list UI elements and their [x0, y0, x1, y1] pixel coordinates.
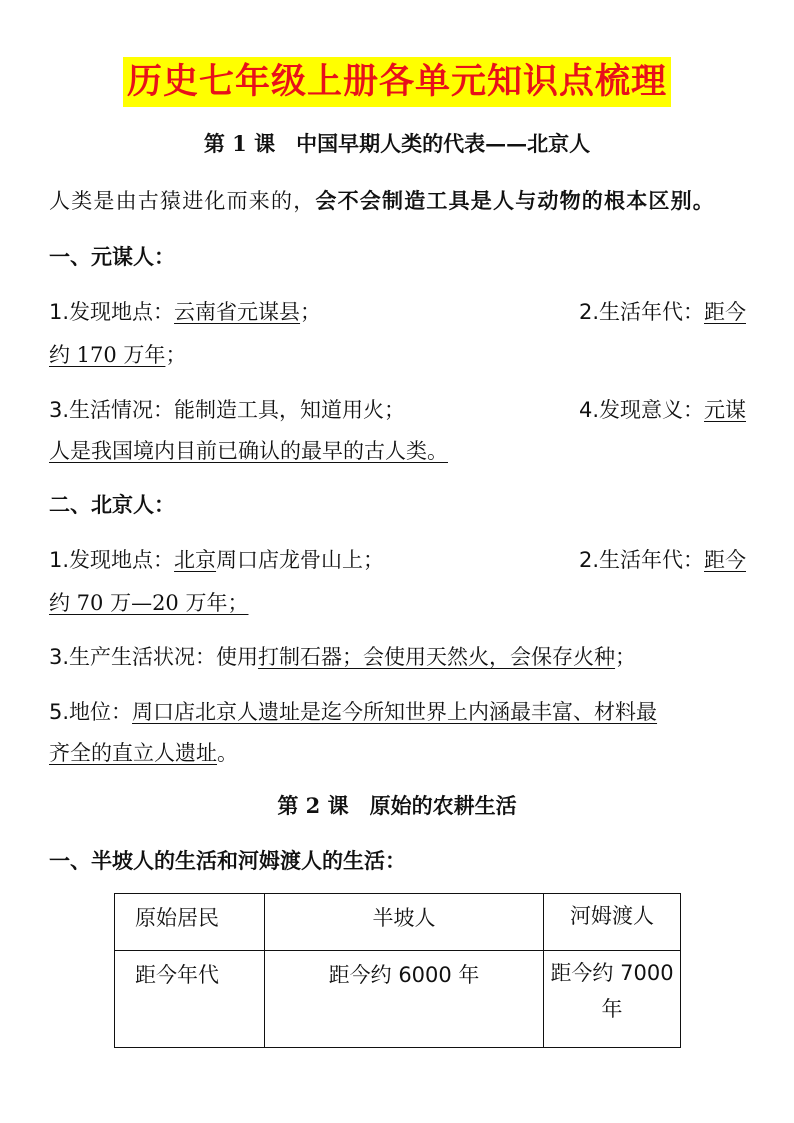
lesson-2-heading: 第 2 课 原始的农耕生活 [277, 793, 517, 818]
table-header-cell: 半坡人 [265, 894, 544, 951]
beijing-era-continued [49, 588, 248, 618]
section-banpo-hemudu-heading: 一、半坡人的生活和河姆渡人的生活： [49, 849, 406, 873]
beijing-status-value-b: 齐全的直立人遗址 [49, 741, 217, 765]
yuanmou-location [49, 297, 321, 327]
beijing-production-life [49, 642, 636, 672]
yuanmou-era-value-a: 距今 [704, 300, 746, 324]
page-title: 历史七年级上册各单元知识点梳理 [123, 57, 671, 107]
table-cell: 距今约 6000 年 [265, 951, 544, 1048]
beijing-status-end: 。 [217, 741, 238, 765]
yuanmou-significance-continued [49, 436, 448, 466]
table-header-row [115, 894, 681, 951]
yuanmou-significance [579, 395, 746, 425]
beijing-era-label: 2.生活年代： [578, 548, 704, 572]
yuanmou-location-value: 云南省元谋县 [174, 300, 301, 324]
beijing-production-value: 打制石器；会使用天然火，会保存火种 [258, 645, 616, 669]
yuanmou-era [579, 297, 746, 327]
intro-part-a: 人类是由古猿进化而来的， [49, 189, 316, 213]
beijing-location-value-rest: 周口店龙骨山上； [216, 548, 385, 572]
yuanmou-location-end: ； [300, 300, 322, 324]
title-block [0, 57, 794, 107]
beijing-status-label: 5.地位： [49, 700, 133, 724]
yuanmou-location-label: 1.发现地点： [49, 300, 175, 324]
table-row [115, 951, 681, 1048]
yuanmou-era-continued [49, 340, 186, 370]
table-cell: 距今约 7000 年 [544, 951, 681, 1048]
yuanmou-significance-value-b: 人是我国境内目前已确认的最早的古人类。 [49, 439, 448, 463]
beijing-location [49, 545, 384, 575]
yuanmou-life: 3.生活情况：能制造工具，知道用火； [49, 398, 406, 422]
table-header-cell: 原始居民 [115, 894, 265, 951]
beijing-production-label: 3.生产生活状况：使用 [49, 645, 259, 669]
beijing-location-value-underlined: 北京 [174, 548, 217, 572]
section-yuanmou-heading: 一、元谋人： [49, 245, 175, 269]
intro-part-b: 会不会制造工具是人与动物的根本区别。 [315, 188, 716, 213]
yuanmou-era-end: ； [165, 343, 187, 367]
comparison-table [114, 893, 681, 1048]
table-cell: 距今年代 [115, 951, 265, 1048]
section-beijing-heading: 二、北京人： [49, 493, 175, 517]
yuanmou-era-value-b: 约 170 万年 [49, 343, 166, 367]
beijing-era-value-a: 距今 [704, 548, 746, 572]
yuanmou-significance-value-a: 元谋 [704, 398, 746, 422]
lesson-1-intro [49, 186, 715, 216]
beijing-status-continued [49, 738, 238, 768]
beijing-status [49, 697, 657, 727]
yuanmou-significance-label: 4.发现意义： [578, 398, 704, 422]
table-header-cell: 河姆渡人 [544, 894, 681, 951]
lesson-1-heading: 第 1 课 中国早期人类的代表——北京人 [203, 131, 591, 156]
beijing-location-label: 1.发现地点： [49, 548, 175, 572]
beijing-era-value-b: 约 70 万—20 万年； [49, 591, 249, 615]
beijing-production-end: ； [615, 645, 637, 669]
yuanmou-era-label: 2.生活年代： [578, 300, 704, 324]
beijing-era [579, 545, 746, 575]
beijing-status-value-a: 周口店北京人遗址是迄今所知世界上内涵最丰富、材料最 [132, 700, 658, 724]
